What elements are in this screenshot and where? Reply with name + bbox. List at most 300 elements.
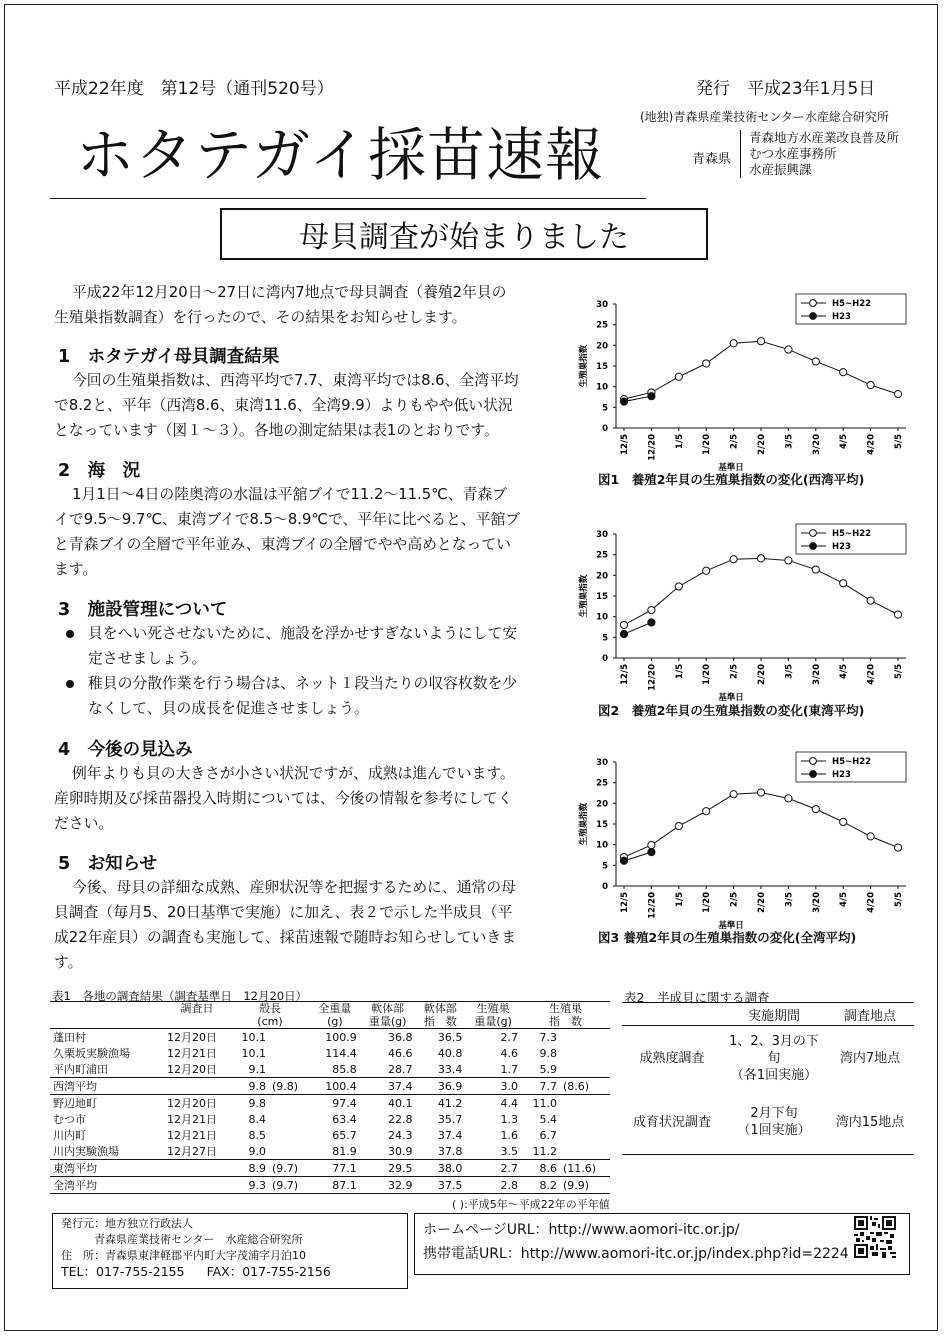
table-cell-gon-i: 9.8 (539, 1046, 557, 1060)
issuer-line: 青森県産業技術センター 水産総合研究所 (94, 1233, 303, 1246)
table-cell-date (164, 1078, 230, 1095)
y-tick-label: 0 (602, 424, 608, 434)
y-tick-label: 30 (596, 530, 608, 540)
data-point (730, 791, 737, 798)
section-title: 2 海 況 (58, 461, 141, 481)
column-header: 生殖巣 指 数 (521, 1002, 610, 1029)
text-line: 貝調査（毎月5、20日基準で実施）に加え、表２で示した半成貝（平 (54, 904, 513, 921)
text-line: で8.2と、平年（西湾8.6、東湾11.6、全湾9.9）よりもやや低い状況 (54, 397, 513, 414)
table-cell-gon-w: 1.6 (500, 1128, 519, 1142)
table-row (50, 1177, 610, 1194)
table-row (50, 1029, 610, 1046)
data-point (730, 556, 737, 563)
y-tick-label: 20 (596, 799, 608, 810)
table-cell-total: 100.9 (325, 1030, 357, 1044)
legend-label: H5~H22 (832, 757, 872, 767)
text-line: 貝をへい死させないために、施設を浮かせすぎないようにして安 (88, 625, 518, 642)
legend-marker (810, 300, 817, 307)
table-cell-gon-w: 3.0 (465, 1078, 521, 1095)
data-point (675, 373, 682, 380)
table-cell-gon-avg (560, 1061, 610, 1078)
column-header: 生殖巣 重量(g) (465, 1002, 521, 1029)
table-cell-soft-w: 37.4 (360, 1078, 416, 1095)
chart-figure-2 (576, 520, 920, 716)
table-cell-soft-w: 29.5 (360, 1160, 416, 1177)
legend-label: H5~H22 (832, 529, 872, 539)
y-tick-label: 15 (596, 592, 608, 602)
section-5 (54, 850, 574, 975)
survey-results-table (50, 1001, 610, 1194)
chart-figure-3 (576, 748, 920, 944)
table-row (622, 1090, 914, 1155)
table-cell-gon-avg: (11.6) (560, 1160, 610, 1177)
legend-marker (810, 313, 817, 320)
issue-number: 平成22年度 第12号（通刊520号） (54, 79, 334, 99)
x-tick-label: 2/5 (729, 892, 740, 907)
table2-title: 表2 半成貝に関する調査 (624, 990, 770, 1005)
x-axis-label: 基準日 (718, 693, 744, 703)
x-tick-label: 1/20 (702, 892, 713, 913)
table-cell (722, 1090, 826, 1155)
bullet-item (54, 621, 574, 671)
data-point (785, 557, 792, 564)
x-tick-label: 1/20 (702, 434, 713, 455)
x-tick-label: 1/20 (702, 664, 713, 685)
table-cell-site: 久栗坂実験漁場 (53, 1047, 130, 1060)
y-axis-label: 生殖巣指数 (579, 574, 589, 618)
office-item: むつ水産事務所 (749, 146, 837, 161)
y-axis-label: 生殖巣指数 (579, 802, 589, 846)
data-point (648, 849, 655, 856)
table-row (50, 1111, 610, 1127)
table-cell-shell-avg: (9.7) (269, 1160, 310, 1177)
x-tick-label: 4/5 (839, 664, 850, 679)
data-point (648, 841, 655, 848)
table-cell: 湾内15地点 (826, 1090, 914, 1155)
data-point (757, 555, 764, 562)
table-cell-gon-w: 2.7 (500, 1030, 519, 1044)
period-line: （1回実施） (737, 1123, 811, 1138)
series-line-2 (624, 622, 651, 634)
data-point (812, 358, 819, 365)
data-point (867, 381, 874, 388)
data-point (867, 833, 874, 840)
table-cell-gon-w: 4.6 (500, 1046, 519, 1060)
y-tick-label: 0 (602, 654, 608, 664)
table-cell-gon-avg (560, 1095, 610, 1112)
data-point (840, 580, 847, 587)
table-cell-date: 12月20日 (167, 1097, 217, 1110)
table-cell-gon-avg (560, 1127, 610, 1143)
x-tick-label: 3/20 (811, 434, 822, 455)
title-underline (50, 198, 646, 199)
table-row (50, 1078, 610, 1095)
table-row (50, 1045, 610, 1061)
text-line: 例年よりも貝の大きさが小さい状況ですが、成熟は進んでいます。 (72, 765, 515, 782)
table-cell-total: 97.4 (332, 1096, 357, 1110)
text-line: 1月1日～4日の陸奥湾の水温は平舘ブイで11.2～11.5℃、青森ブ (72, 486, 507, 503)
x-tick-label: 2/20 (757, 664, 767, 685)
table-cell-gon-avg: (9.9) (560, 1177, 610, 1194)
column-header: 軟体部 指 数 (415, 1002, 465, 1029)
bullet-icon (66, 680, 74, 688)
bulletin-title: ホタテガイ採苗速報 (76, 121, 605, 189)
table-cell-total: 65.7 (332, 1128, 357, 1142)
x-tick-label: 2/5 (729, 434, 740, 449)
table-cell-site: 野辺地町 (53, 1097, 97, 1110)
y-tick-label: 30 (596, 758, 608, 768)
table-cell-total: 77.1 (310, 1160, 360, 1177)
prefecture-label: 青森県 (692, 152, 732, 167)
y-tick-label: 15 (596, 820, 608, 830)
column-header (50, 1002, 164, 1029)
x-tick-label: 2/20 (757, 434, 767, 455)
x-tick-label: 12/20 (647, 434, 658, 461)
table-cell-shell: 8.9 (230, 1160, 269, 1177)
x-tick-label: 4/20 (866, 434, 877, 455)
data-point (894, 611, 901, 618)
intro-paragraph (54, 280, 506, 330)
qr-code-icon[interactable] (854, 1216, 896, 1258)
legend-marker (810, 771, 817, 778)
x-tick-label: 1/5 (674, 434, 685, 449)
data-point (675, 822, 682, 829)
column-header: 殻長 (cm) (230, 1002, 310, 1029)
table-cell-soft-i: 41.2 (437, 1096, 463, 1110)
y-tick-label: 20 (596, 571, 608, 582)
legend-label: H23 (832, 312, 851, 322)
legend-marker (810, 758, 817, 765)
table-cell-site: 東湾平均 (50, 1160, 164, 1177)
y-tick-label: 25 (596, 778, 608, 789)
data-point (620, 857, 627, 864)
chart-caption: 図1 養殖2年貝の生殖巣指数の変化(西湾平均) (598, 472, 865, 487)
bullet-icon (66, 630, 74, 638)
series-line-2 (624, 396, 651, 401)
x-tick-label: 5/5 (894, 434, 904, 449)
section-title: 5 お知らせ (58, 854, 158, 874)
table-cell-total: 100.4 (310, 1078, 360, 1095)
table-row (50, 1061, 610, 1078)
tel-text: TEL：017-755-2155 (61, 1264, 185, 1279)
y-tick-label: 5 (602, 861, 608, 872)
section-body (54, 761, 574, 836)
text-line: 成22年産貝）の調査も実施して、採苗速報で随時お知らせしていきま (54, 929, 516, 946)
legend-label: H5~H22 (832, 299, 872, 309)
half-grown-survey-table (622, 1002, 914, 1155)
column-header: 全重量 (g) (310, 1002, 360, 1029)
table-cell-soft-w: 36.8 (387, 1030, 413, 1044)
text-line: ます。 (54, 561, 98, 578)
data-point (648, 606, 655, 613)
text-line: 定させましょう。 (88, 650, 207, 667)
table-cell-soft-i: 36.5 (437, 1030, 463, 1044)
chart-caption: 図3 養殖2年貝の生殖巣指数の変化(全湾平均) (598, 930, 857, 945)
x-tick-label: 12/20 (647, 892, 658, 919)
table-cell-soft-w: 28.7 (387, 1062, 413, 1076)
text-line: す。 (54, 954, 83, 971)
table-cell-soft-i: 37.5 (415, 1177, 465, 1194)
series-line-2 (624, 852, 651, 861)
data-point (620, 398, 627, 405)
data-point (730, 340, 737, 347)
data-point (648, 619, 655, 626)
data-point (675, 583, 682, 590)
y-axis-label: 生殖巣指数 (579, 344, 589, 388)
x-tick-label: 4/5 (839, 434, 850, 449)
text-line: となっています（図１～３）。各地の測定結果は表1のとおりです。 (54, 422, 499, 439)
section-title: 3 施設管理について (58, 600, 228, 620)
table-cell-shell-avg (269, 1095, 310, 1112)
table-cell-total: 85.8 (332, 1062, 357, 1076)
section-body (54, 368, 574, 443)
table-cell-shell-avg (269, 1045, 310, 1061)
data-point (867, 597, 874, 604)
issuer-line: 地方独立行政法人 (105, 1217, 193, 1230)
text-line: ださい。 (54, 815, 114, 832)
table-cell-date (164, 1177, 230, 1194)
x-tick-label: 5/5 (894, 892, 904, 907)
table-cell-soft-i: 37.8 (437, 1144, 463, 1158)
data-point (703, 360, 710, 367)
series-line-1 (624, 558, 898, 625)
table-cell-gon-i: 7.7 (521, 1078, 560, 1095)
column-header: 実施期間 (722, 1003, 826, 1026)
x-tick-label: 3/5 (784, 664, 795, 679)
table-cell-shell: 9.8 (230, 1078, 269, 1095)
legend-label: H23 (832, 542, 851, 552)
table-row (50, 1127, 610, 1143)
table-cell-site: 全湾平均 (50, 1177, 164, 1194)
table-header-row (50, 1002, 610, 1029)
table-cell-site: 平内町浦田 (53, 1063, 108, 1076)
x-tick-label: 12/5 (620, 892, 630, 913)
bullet-item (54, 671, 574, 721)
data-point (703, 808, 710, 815)
x-tick-label: 12/20 (647, 664, 658, 691)
table-cell-date: 12月20日 (167, 1031, 217, 1044)
text-line: 平成22年12月20日～27日に湾内7地点で母貝調査（養殖2年貝の (72, 284, 507, 301)
table-body (50, 1029, 610, 1194)
table-cell-gon-avg (560, 1143, 610, 1160)
table-cell-date: 12月27日 (167, 1145, 217, 1158)
data-point (894, 391, 901, 398)
table-cell-gon-i: 11.0 (532, 1096, 557, 1110)
y-tick-label: 20 (596, 341, 608, 352)
y-tick-label: 5 (602, 403, 608, 414)
table-cell-total: 63.4 (332, 1112, 357, 1126)
table-cell-site: 川内実験漁場 (53, 1145, 119, 1158)
period-line: （各1回実施） (730, 1067, 818, 1083)
table-row (622, 1026, 914, 1091)
data-point (812, 566, 819, 573)
table-cell-shell: 10.1 (241, 1046, 266, 1060)
table-cell-soft-w: 32.9 (360, 1177, 416, 1194)
period-line: 2月下旬 (750, 1106, 798, 1121)
table-cell-date (164, 1160, 230, 1177)
table-cell-gon-w: 4.4 (500, 1096, 519, 1110)
issuer-info-box (52, 1213, 408, 1289)
table-cell-gon-w: 3.5 (500, 1144, 519, 1158)
table-cell-gon-i: 8.6 (521, 1160, 560, 1177)
y-tick-label: 5 (602, 633, 608, 644)
table-header-row (622, 1003, 914, 1026)
x-tick-label: 1/5 (674, 892, 685, 907)
text-line: 今回の生殖巣指数は、西湾平均で7.7、東湾平均では8.6、全湾平均 (72, 372, 519, 389)
text-line: 生殖巣指数調査）を行ったので、その結果をお知らせします。 (54, 309, 467, 326)
column-header (622, 1003, 722, 1026)
table-cell: 成育状況調査 (622, 1090, 722, 1155)
table-cell-gon-i: 6.7 (539, 1128, 557, 1142)
data-point (620, 621, 627, 628)
table-cell-total: 114.4 (325, 1046, 357, 1060)
address-label: 住 所： (61, 1249, 105, 1262)
y-tick-label: 10 (596, 382, 608, 393)
table-cell-gon-i: 8.2 (521, 1177, 560, 1194)
table-cell-shell: 8.4 (248, 1112, 266, 1126)
table-cell-shell-avg: (9.8) (269, 1078, 310, 1095)
x-tick-label: 3/20 (811, 892, 822, 913)
x-tick-label: 3/5 (784, 434, 795, 449)
x-axis-label: 基準日 (718, 463, 744, 473)
data-point (785, 346, 792, 353)
table-cell-gon-w: 2.7 (465, 1160, 521, 1177)
table-cell-total: 81.9 (332, 1144, 357, 1158)
text-line: 産卵時期及び採苗器投入時期については、今後の情報を参考にしてく (54, 790, 513, 807)
homepage-link[interactable]: ホームページURL：http://www.aomori-itc.or.jp/ (423, 1222, 740, 1238)
period-line: 1、2、3月の下旬 (729, 1033, 819, 1066)
legend-label: H23 (832, 770, 851, 780)
section-body (54, 482, 574, 582)
table-cell: 成熟度調査 (639, 1050, 705, 1066)
section-title: 4 今後の見込み (58, 740, 193, 760)
table-cell-total: 87.1 (310, 1177, 360, 1194)
table-cell-date: 12月21日 (167, 1113, 217, 1126)
table-cell-soft-w: 40.1 (387, 1096, 413, 1110)
data-point (757, 338, 764, 345)
table-cell-site: 川内町 (53, 1129, 86, 1142)
mobile-link[interactable]: 携帯電話URL：http://www.aomori-itc.or.jp/index.php?id=2224 (423, 1246, 849, 1262)
address-text: 青森県東津軽郡平内町大字茂浦字月泊10 (105, 1249, 306, 1262)
table-cell-gon-w: 2.8 (465, 1177, 521, 1194)
chart-figure-1 (576, 290, 920, 486)
section-body (54, 875, 574, 975)
table-cell-shell: 9.1 (248, 1062, 266, 1076)
table-cell-gon-i: 5.4 (539, 1112, 557, 1126)
table-cell (722, 1026, 826, 1091)
data-point (894, 844, 901, 851)
data-point (648, 393, 655, 400)
text-line: 稚貝の分散作業を行う場合は、ネット１段当たりの収容枚数を少 (88, 675, 518, 692)
y-tick-label: 15 (596, 362, 608, 372)
table1-note: ( ):平成5年～平成22年の平年値 (452, 1198, 610, 1211)
y-tick-label: 25 (596, 320, 608, 331)
table-cell-shell: 8.5 (248, 1128, 266, 1142)
y-tick-label: 10 (596, 840, 608, 851)
table-cell-shell: 10.1 (241, 1030, 266, 1044)
x-tick-label: 5/5 (894, 664, 904, 679)
url-box (414, 1213, 910, 1275)
institute-name: (地独)青森県産業技術センター水産総合研究所 (640, 110, 889, 124)
table-cell-site: 蓬田村 (53, 1031, 86, 1044)
x-tick-label: 12/5 (620, 664, 630, 685)
column-header: 軟体部 重量(g) (360, 1002, 416, 1029)
legend-marker (810, 543, 817, 550)
table-cell-shell-avg (269, 1061, 310, 1078)
text-line: なくして、貝の成長を促進させましょう。 (88, 700, 369, 717)
table-cell-soft-i: 37.4 (437, 1128, 463, 1142)
table-cell-site: 西湾平均 (50, 1078, 164, 1095)
table-cell-shell-avg (269, 1029, 310, 1046)
x-tick-label: 2/20 (757, 892, 767, 913)
table-cell-shell-avg (269, 1127, 310, 1143)
data-point (840, 369, 847, 376)
headline-box (220, 208, 708, 260)
table-cell-site: むつ市 (53, 1113, 86, 1126)
section-4 (54, 736, 574, 836)
fax-text: FAX：017-755-2156 (206, 1264, 331, 1279)
x-tick-label: 1/5 (674, 664, 685, 679)
table-cell-soft-w: 22.8 (387, 1112, 413, 1126)
table-cell-date: 12月20日 (167, 1063, 217, 1076)
headline-text: 母貝調査が始まりました (299, 220, 629, 255)
x-tick-label: 3/20 (811, 664, 822, 685)
column-header: 調査日 (164, 1002, 230, 1029)
table-cell-shell: 9.8 (248, 1096, 266, 1110)
column-header: 調査地点 (826, 1003, 914, 1026)
data-point (757, 789, 764, 796)
table-cell-soft-i: 33.4 (437, 1062, 463, 1076)
text-line: イで9.5～9.7℃、東湾ブイで8.5～8.9℃で、平年に比べると、平舘ブ (54, 511, 521, 528)
series-line-1 (624, 793, 898, 857)
table-cell-gon-i: 11.2 (532, 1144, 557, 1158)
table-cell-soft-w: 30.9 (387, 1144, 413, 1158)
office-list (740, 130, 899, 178)
data-point (840, 818, 847, 825)
x-axis-label: 基準日 (718, 921, 744, 931)
table-cell-soft-w: 24.3 (387, 1128, 413, 1142)
x-tick-label: 12/5 (620, 434, 630, 455)
table-cell-gon-avg (560, 1111, 610, 1127)
data-point (785, 795, 792, 802)
table-cell-soft-i: 40.8 (437, 1046, 463, 1060)
table-cell: 湾内7地点 (839, 1050, 901, 1066)
table-cell-gon-w: 1.3 (500, 1112, 519, 1126)
table-cell-soft-i: 35.7 (437, 1112, 463, 1126)
table-cell-shell-avg: (9.7) (269, 1177, 310, 1194)
table-cell-shell-avg (269, 1111, 310, 1127)
x-tick-label: 2/5 (729, 664, 740, 679)
chart-caption: 図2 養殖2年貝の生殖巣指数の変化(東湾平均) (598, 703, 865, 718)
y-tick-label: 25 (596, 550, 608, 561)
table-cell-soft-w: 46.6 (387, 1046, 413, 1060)
y-tick-label: 30 (596, 300, 608, 310)
table-cell-date: 12月21日 (167, 1047, 217, 1060)
issuer-label: 発行元： (61, 1217, 105, 1230)
table-row (50, 1160, 610, 1177)
y-tick-label: 0 (602, 882, 608, 892)
x-tick-label: 4/20 (866, 664, 877, 685)
table-cell-shell: 9.3 (230, 1177, 269, 1194)
x-tick-label: 3/5 (784, 892, 795, 907)
table-cell-gon-i: 7.3 (539, 1030, 557, 1044)
table-cell-soft-i: 38.0 (415, 1160, 465, 1177)
table-cell-gon-w: 1.7 (500, 1062, 519, 1076)
table-row (50, 1095, 610, 1112)
section-2 (54, 457, 574, 582)
table-cell-gon-avg: (8.6) (560, 1078, 610, 1095)
text-line: と青森ブイの全層で平年並み、東湾ブイの全層でやや高めとなってい (54, 536, 511, 553)
